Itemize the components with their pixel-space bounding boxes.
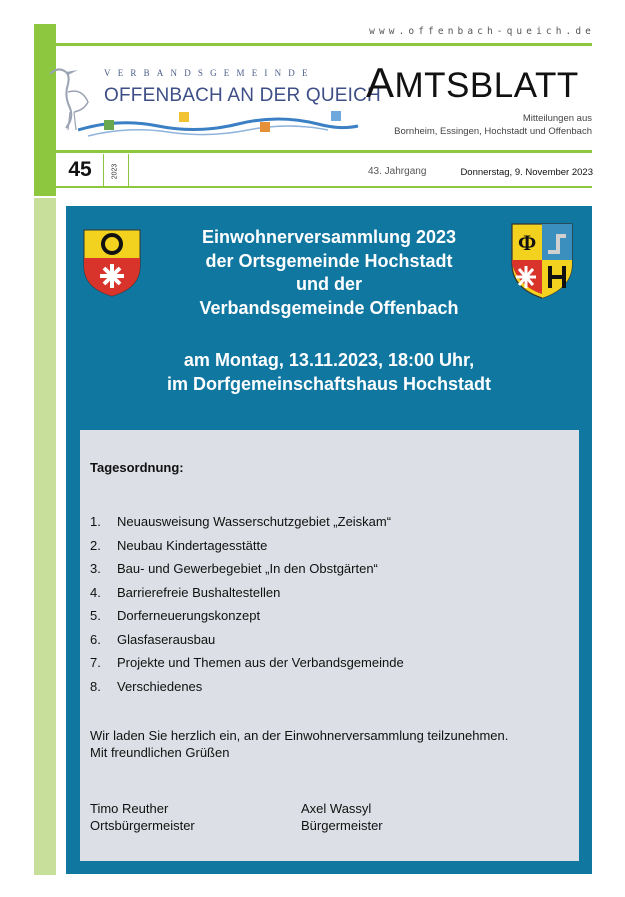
signer-name: Axel Wassyl [301,801,372,816]
notice-when: am Montag, 13.11.2023, 18:00 Uhr, [183,350,475,370]
green-square-icon [104,120,114,130]
agenda-item: 3. Bau- und Gewerbegebiet „In den Obstgärten“ [90,561,378,576]
notice-title-line: Verbandsgemeinde Offenbach [199,297,459,318]
left-accent-bar-light [34,198,56,875]
svg-text:Φ: Φ [518,230,537,255]
signature-block-mayor-local [90,800,195,834]
agenda-item: 5. Dorferneuerungskonzept [90,608,261,623]
notice-title-line: und der [296,274,362,294]
agenda-item: 1. Neuausweisung Wasserschutzgebiet „Zeiskam“ [90,514,392,529]
notice-when-where [100,349,558,396]
hochstadt-coat-of-arms-icon [82,228,142,298]
notice-title-line: der Ortsgemeinde Hochstadt [205,250,453,271]
publication-title: AMTSBLATT [366,59,579,106]
agenda-heading: Tagesordnung: [90,460,184,475]
invitation-text: Wir laden Sie herzlich ein, an der Einwohnerversammlung teilzunehmen. Mit freundlichen Grüßen [90,728,509,760]
agenda-item: 6. Glasfaserausbau [90,631,216,647]
website-url[interactable]: www.offenbach-queich.de [369,26,595,37]
notice-title-line: Einwohnerversammlung 2023 [201,227,457,247]
header-rule-middle [56,150,592,153]
agenda-list [90,510,404,698]
notice-where: im Dorfgemeinschaftshaus Hochstadt [166,373,492,394]
signer-role: Ortsbürgermeister [90,818,195,833]
blue-square-icon [331,111,341,121]
wave-graphic [78,108,360,140]
agenda-item: 8. Verschiedenes [90,678,203,694]
issue-number: 45 [68,158,92,181]
orange-square-icon [260,122,270,132]
publication-subtitle: Mitteilungen aus Bornheim, Essingen, Hochstadt und Offenbach [394,113,592,137]
offenbach-coat-of-arms-icon [510,222,574,300]
org-small-caption: VERBANDSGEMEINDE [104,68,315,78]
agenda-item: 2. Neubau Kindertagesstätte [90,537,268,553]
volume-label: 43. Jahrgang [368,166,427,177]
issue-year: 2023 [111,163,119,180]
header-rule-top [56,43,592,46]
agenda-item: 7. Projekte und Themen aus der Verbandsgemeinde [90,655,404,670]
agenda-item: 4. Barrierefreie Bushaltestellen [90,584,281,600]
signer-name: Timo Reuther [90,801,169,816]
notice-title [150,226,508,320]
org-name: OFFENBACH AN DER QUEICH [104,85,381,106]
issue-date: Donnerstag, 9. November 2023 [460,167,593,178]
signature-block-mayor-vg [301,800,383,834]
yellow-square-icon [179,112,189,122]
header-rule-bottom [56,186,592,188]
signer-role: Bürgermeister [301,818,383,833]
